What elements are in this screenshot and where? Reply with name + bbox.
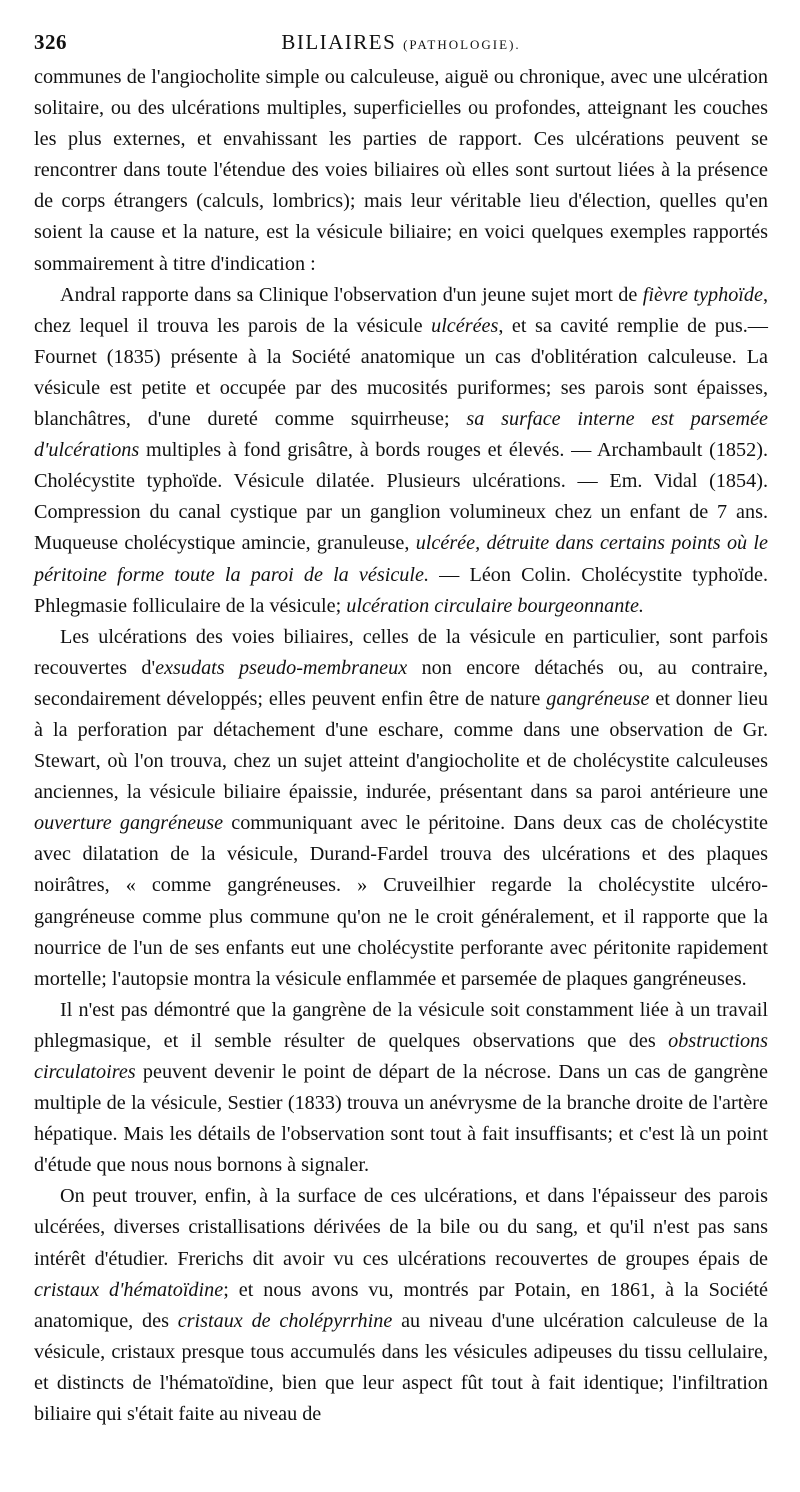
text-run: multiples à fond grisâtre, à bords rouges et élevés. — Archambault (1852). Cholécystite typhoïde. Vésicule dilatée. Plusieurs ulcérations. — Em. Vidal (1854). Compression du canal cystique par un ganglion volumineux chez un enfant de 7 ans. Muqueuse cholécystique amincie, granuleuse,: [34, 439, 768, 555]
paragraph: [34, 280, 768, 622]
text-run: et donner lieu à la perforation par détachement d'une eschare, comme dans une observation de Gr. Stewart, où l'on trouva, chez un sujet atteint d'angiocholite et de cholécystite calculeuses anciennes, la vésicule biliaire épaissie, indurée, présentant dans sa paroi antérieure une: [34, 687, 768, 804]
italic-run: ulcérées: [431, 314, 499, 337]
running-title-sub: (PATHOLOGIE).: [403, 37, 521, 52]
italic-run: exsudats pseudo-membraneux: [155, 656, 408, 679]
running-title: [34, 30, 768, 55]
page-number: 326: [34, 30, 67, 54]
body-text: [34, 62, 768, 1430]
text-run: Les ulcérations des voies biliaires, celles de la vésicule en particulier, sont parfois recouvertes d': [34, 625, 768, 679]
paragraph: [34, 1181, 768, 1430]
text-run: au niveau d'une ulcération calculeuse de la vésicule, cristaux presque tous accumulés dans les vésicules adipeuses du tissu cellulaire, et distincts de l'hématoïdine, bien que leur aspect fût tout à fait identique; l'infiltration biliaire qui s'était faite au niveau de: [34, 1309, 769, 1426]
text-run: Andral rapporte dans sa Clinique l'observation d'un jeune sujet mort de: [60, 283, 643, 306]
italic-run: ulcération circulaire bourgeonnante.: [346, 594, 644, 617]
italic-run: ouverture gangréneuse: [34, 812, 224, 835]
text-run: Il n'est pas démontré que la gangrène de la vésicule soit constamment liée à un travail phlegmasique, et il semble résulter de quelques observations que des: [34, 998, 768, 1052]
text-run: communiquant avec le péritoine. Dans deux cas de cholécystite avec dilatation de la vésicule, Durand-Fardel trouva des ulcérations et des plaques noirâtres, « comme gangréneuses. » Cruveilhier regarde la cholécystite ulcéro-gangréneuse comme plus commune qu'on ne le croit généralement, et il rapporte que la nourrice de l'un de ses enfants eut une cholécystite perforante avec péritonite rapidement mortelle; l'autopsie montra la vésicule enflammée et parsemée de plaques gangréneuses.: [34, 812, 769, 990]
italic-run: cristaux de cholépyrrhine: [177, 1309, 393, 1332]
paragraph: [34, 995, 768, 1182]
text-run: , chez lequel il trouva les parois de la vésicule: [34, 283, 768, 337]
italic-run: ulcérée, détruite dans certains points où le péritoine forme toute la paroi de la vésicule.: [34, 532, 768, 586]
text-run: peuvent devenir le point de départ de la nécrose. Dans un cas de gangrène multiple de la vésicule, Sestier (1833) trouva un anévrysme de la branche droite de l'artère hépatique. Mais les détails de l'observation sont tout à fait insuffisants; et c'est là un point d'étude que nous nous bornons à signaler.: [34, 1061, 768, 1177]
text-run: — Léon Colin. Cholécystite typhoïde. Phlegmasie folliculaire de la vésicule;: [34, 563, 769, 617]
paragraph: [34, 622, 768, 995]
book-page: [34, 28, 768, 1430]
italic-run: sa surface interne est parsemée d'ulcérations: [34, 408, 768, 462]
text-run: ; et nous avons vu, montrés par Potain, en 1861, à la Société anatomique, des: [34, 1278, 768, 1332]
text-run: communes de l'angiocholite simple ou calculeuse, aiguë ou chronique, avec une ulcération solitaire, ou des ulcérations multiples, superficielles ou profondes, atteignant les couches les plus externes, et envahissant les parties de rapport. Ces ulcérations peuvent se rencontrer dans toute l'étendue des voies biliaires où elles sont surtout liées à la présence de corps étrangers (calculs, lombrics); mais leur véritable lieu d'élection, quelles qu'en soient la cause et la nature, est la vésicule biliaire; en voici quelques exemples rapportés sommairement à titre d'indication :: [34, 66, 768, 275]
paragraph: [34, 62, 768, 280]
italic-run: gangréneuse: [546, 687, 650, 710]
running-head: [34, 28, 768, 62]
text-run: , et sa cavité remplie de pus.— Fournet (1835) présente à la Société anatomique un cas d'oblitération calculeuse. La vésicule est petite et occupée par des mucosités puriformes; ses parois sont épaisses, blanchâtres, d'une dureté comme squirrheuse;: [34, 314, 768, 431]
italic-run: obstructions circulatoires: [34, 1029, 768, 1083]
text-run: On peut trouver, enfin, à la surface de ces ulcérations, et dans l'épaisseur des parois ulcérées, diverses cristallisations dérivées de la bile ou du sang, et qu'il n'est pas sans intérêt d'étudier. Frerichs dit avoir vu ces ulcérations recouvertes de groupes épais de: [34, 1185, 768, 1270]
text-run: non encore détachés ou, au contraire, secondairement développés; elles peuvent enfin être de nature: [34, 656, 768, 710]
running-title-main: BILIAIRES: [281, 30, 397, 54]
italic-run: fièvre typhoïde: [642, 283, 763, 306]
italic-run: cristaux d'hématoïdine: [34, 1278, 224, 1301]
